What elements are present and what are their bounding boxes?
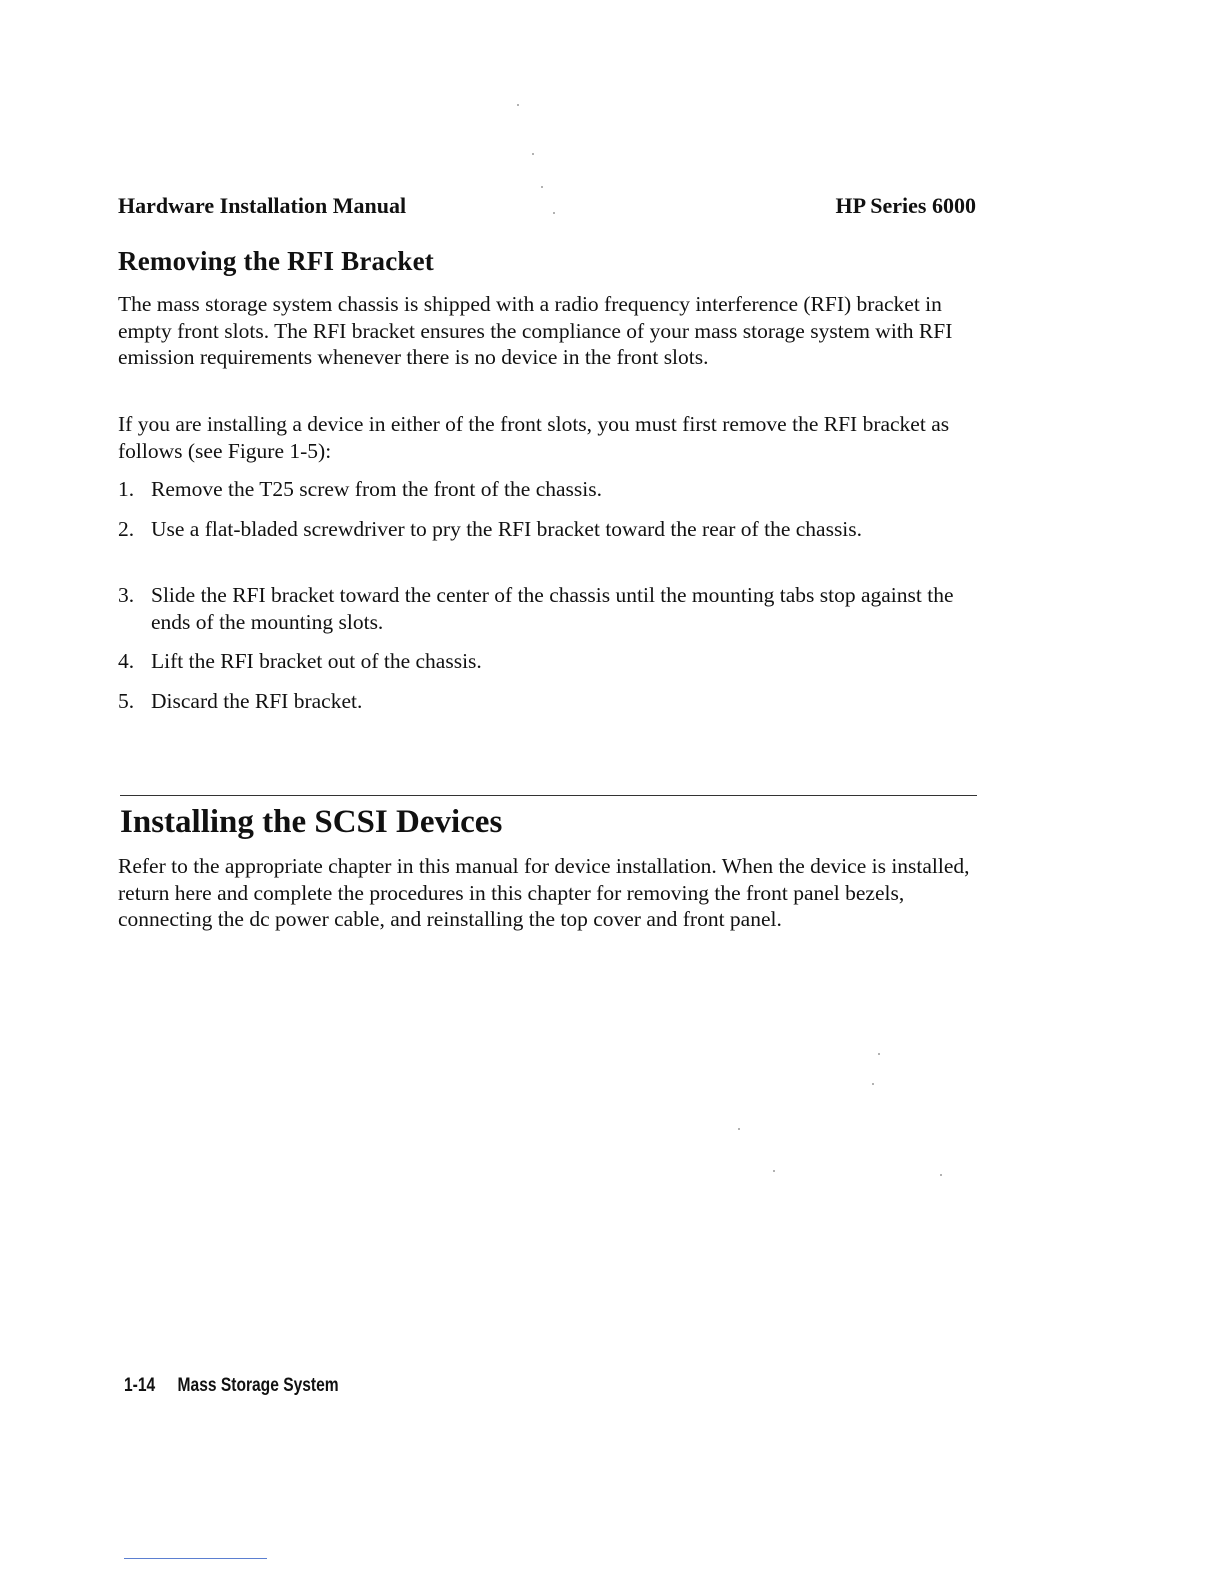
scan-speck	[878, 1053, 880, 1055]
page-number: 1-14	[124, 1375, 156, 1396]
running-header	[118, 193, 976, 223]
header-series-name: HP Series 6000	[835, 193, 976, 218]
scan-speck	[517, 104, 519, 106]
scan-speck	[553, 212, 555, 214]
scsi-paragraph: Refer to the appropriate chapter in this manual for device installation. When the device is installed, return here and complete the procedures in this chapter for removing the front panel bezels, connecting the dc power cable, and reinstalling the top cover and front panel.	[118, 854, 970, 931]
section-title-rfi: Removing the RFI Bracket	[118, 246, 434, 276]
step-number: 2.	[118, 517, 135, 541]
step-number: 3.	[118, 583, 135, 607]
step-number: 4.	[118, 649, 135, 673]
section-title-scsi: Installing the SCSI Devices	[120, 804, 503, 840]
section-divider	[120, 795, 977, 796]
step-number: 1.	[118, 477, 135, 501]
page-footer	[124, 1375, 339, 1397]
step-text: Use a flat-bladed screwdriver to pry the RFI bracket toward the rear of the chassis.	[151, 517, 863, 541]
scan-speck	[532, 153, 534, 155]
scan-speck	[738, 1128, 740, 1130]
scan-speck	[541, 186, 543, 188]
footer-title: Mass Storage System	[177, 1375, 339, 1396]
scan-speck	[773, 1170, 775, 1172]
step-text: Slide the RFI bracket toward the center of the chassis until the mounting tabs stop against the ends of the mounting slots.	[151, 583, 954, 634]
step-text: Discard the RFI bracket.	[151, 689, 363, 713]
rfi-instruction-paragraph: If you are installing a device in either of the front slots, you must first remove the RFI bracket as follows (see Figure 1-5):	[118, 412, 950, 463]
step-text: Remove the T25 screw from the front of the chassis.	[151, 477, 602, 501]
step-text: Lift the RFI bracket out of the chassis.	[151, 649, 482, 673]
step-number: 5.	[118, 689, 135, 713]
bottom-edge-line	[124, 1558, 267, 1559]
scan-speck	[872, 1083, 874, 1085]
header-manual-title: Hardware Installation Manual	[118, 193, 407, 218]
rfi-intro-paragraph: The mass storage system chassis is shipped with a radio frequency interference (RFI) bracket in empty front slots. The RFI bracket ensures the compliance of your mass storage system with RFI emission requirements whenever there is no device in the front slots.	[118, 292, 953, 369]
scan-speck	[940, 1174, 942, 1176]
